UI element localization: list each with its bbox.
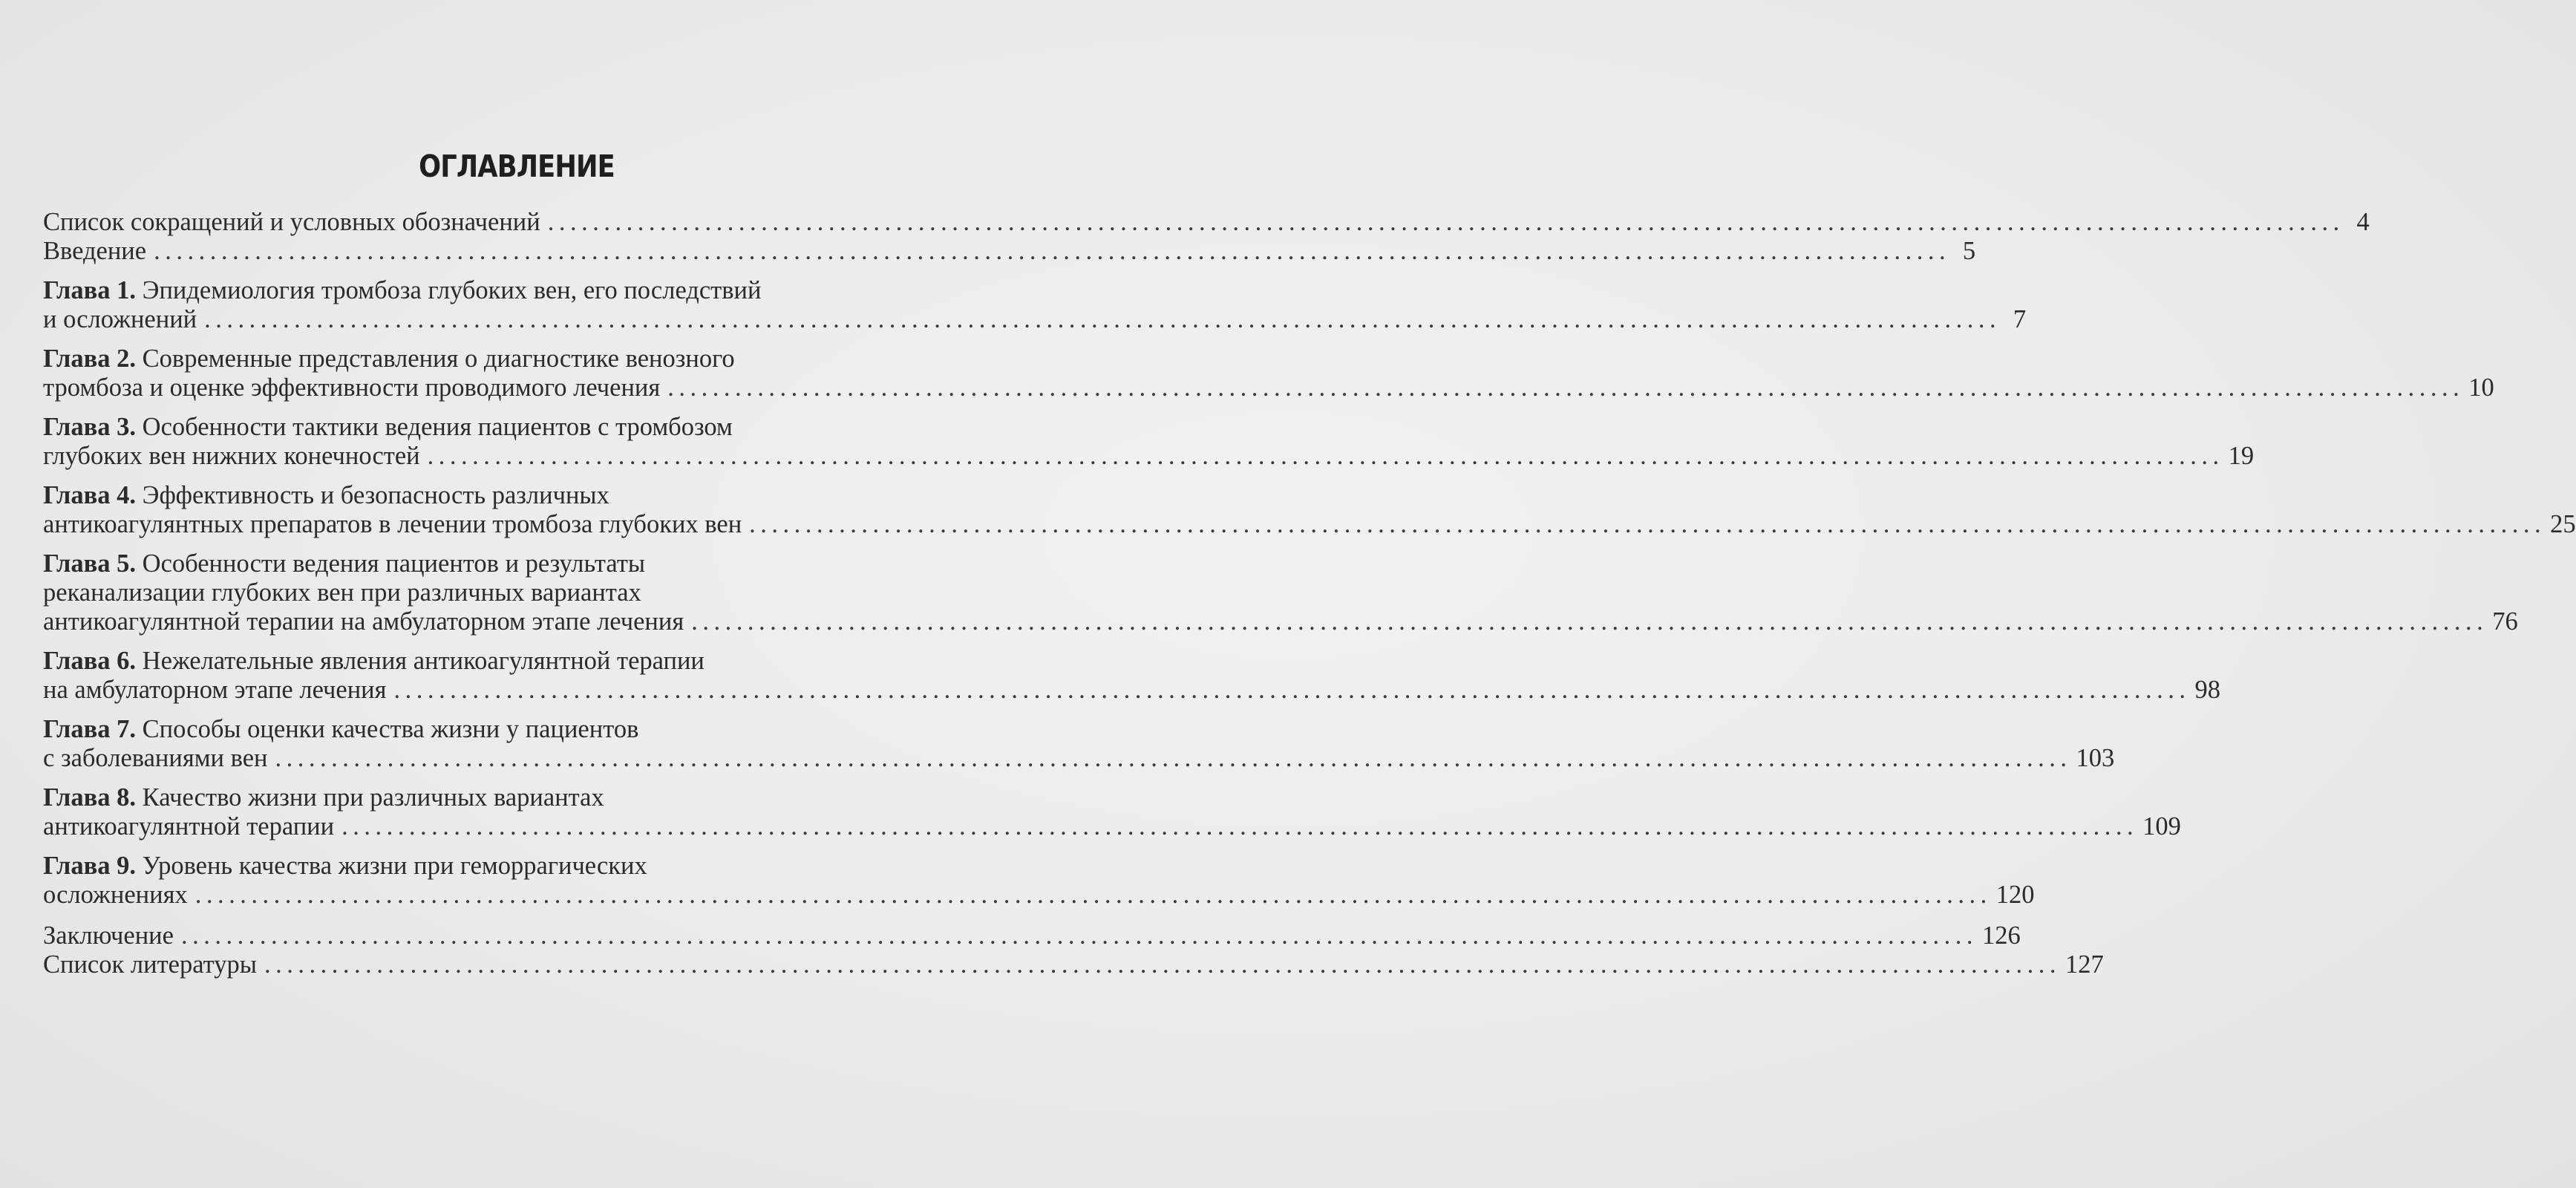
leader-dots: ................................................................................................................................................................ [194,881,1992,909]
chapter-label: Глава 8. [43,783,137,812]
chapter-label: Глава 1. [43,276,137,304]
leader-dots: ................................................................................................................................................................ [547,208,2344,236]
page-number: 109 [2142,812,2181,841]
toc-entry-title: Нежелательные явления антикоагулянтной терапии [142,647,705,675]
toc-entry-title: Современные представления о диагностике венозного [142,345,735,373]
toc-entry-title-cont: глубоких вен нижних конечностей [43,442,420,470]
toc-entry-title: Качество жизни при различных вариантах [142,783,604,812]
leader-dots: ................................................................................................................................................................ [691,607,2488,636]
toc-entry-chapter-9 [43,852,2035,910]
leader-dots: ................................................................................................................................................................ [154,237,1951,265]
chapter-label: Глава 6. [43,647,137,675]
chapter-label: Глава 3. [43,413,137,441]
leader-dots: ................................................................................................................................................................ [180,921,1978,950]
toc-entry-title-cont: антикоагулянтных препаратов в лечении тромбоза глубоких вен [43,510,742,538]
toc-entry-title-cont: тромбоза и оценке эффективности проводимого лечения [43,373,661,402]
page-number: 103 [2076,744,2115,772]
leader-dots: ................................................................................................................................................................ [204,305,2001,333]
toc-entry-title: Особенности тактики ведения пациентов с тромбозом [142,413,733,441]
page-number: 127 [2065,950,2104,979]
page-number: 4 [2356,208,2370,236]
page-number: 76 [2492,607,2518,636]
page-number: 7 [2013,305,2027,333]
page-number: 126 [1981,921,2021,950]
page-number: 5 [1962,237,1976,265]
leader-dots: ................................................................................................................................................................ [264,950,2061,979]
chapter-label: Глава 9. [43,852,137,880]
leader-dots: ................................................................................................................................................................ [749,510,2546,538]
page-number: 19 [2228,442,2255,470]
chapter-label: Глава 7. [43,715,137,743]
toc-entry-chapter-2 [43,345,2494,402]
toc-entry-title: Список сокращений и условных обозначений [43,208,540,236]
toc-entry-conclusion [43,921,2021,950]
chapter-label: Глава 2. [43,345,137,373]
leader-dots: ................................................................................................................................................................ [667,373,2465,402]
toc-entry-title: Особенности ведения пациентов и результаты [142,549,646,578]
toc-entry-abbreviations [43,208,2370,237]
leader-dots: ................................................................................................................................................................ [393,676,2191,704]
toc-entry-title: Эпидемиология тромбоза глубоких вен, его последствий [142,276,762,304]
leader-dots: ................................................................................................................................................................ [341,812,2139,841]
toc-entry-title: Уровень качества жизни при геморрагических [142,852,647,880]
chapter-label: Глава 4. [43,481,137,509]
page-number: 120 [1995,881,2035,909]
toc-entry-title: Способы оценки качества жизни у пациентов [142,715,639,743]
toc-entry-title: Заключение [43,921,174,950]
table-of-contents [43,208,2576,979]
toc-entry-title-cont: реканализации глубоких вен при различных вариантах [43,578,641,607]
page-number: 98 [2194,676,2220,704]
toc-entry-title-cont: антикоагулянтной терапии на амбулаторном этапе лечения [43,607,684,636]
toc-entry-title-cont: на амбулаторном этапе лечения [43,676,387,704]
toc-entry-chapter-5 [43,549,2518,636]
page-number: 25 [2550,510,2576,538]
toc-entry-title: Список литературы [43,950,257,979]
toc-entry-introduction [43,237,1976,266]
toc-entry-title-cont: антикоагулянтной терапии [43,812,335,841]
leader-dots: ................................................................................................................................................................ [275,744,2072,772]
toc-entry-title: Введение [43,237,147,265]
toc-entry-chapter-7 [43,715,2115,773]
toc-entry-chapter-1 [43,276,2027,334]
toc-entry-title-cont: с заболеваниями вен [43,744,268,772]
toc-entry-chapter-6 [43,647,2220,705]
toc-entry-title-cont: и осложнений [43,305,197,333]
toc-entry-chapter-4 [43,481,2576,539]
toc-entry-references [43,950,2104,979]
toc-entry-title-cont: осложнениях [43,881,188,909]
leader-dots: ................................................................................................................................................................ [427,442,2224,470]
toc-entry-title: Эффективность и безопасность различных [142,481,609,509]
page-title: ОГЛАВЛЕНИЕ [419,148,615,184]
chapter-label: Глава 5. [43,549,137,578]
toc-entry-chapter-3 [43,413,2255,471]
page-number: 10 [2468,373,2494,402]
toc-entry-chapter-8 [43,783,2181,841]
